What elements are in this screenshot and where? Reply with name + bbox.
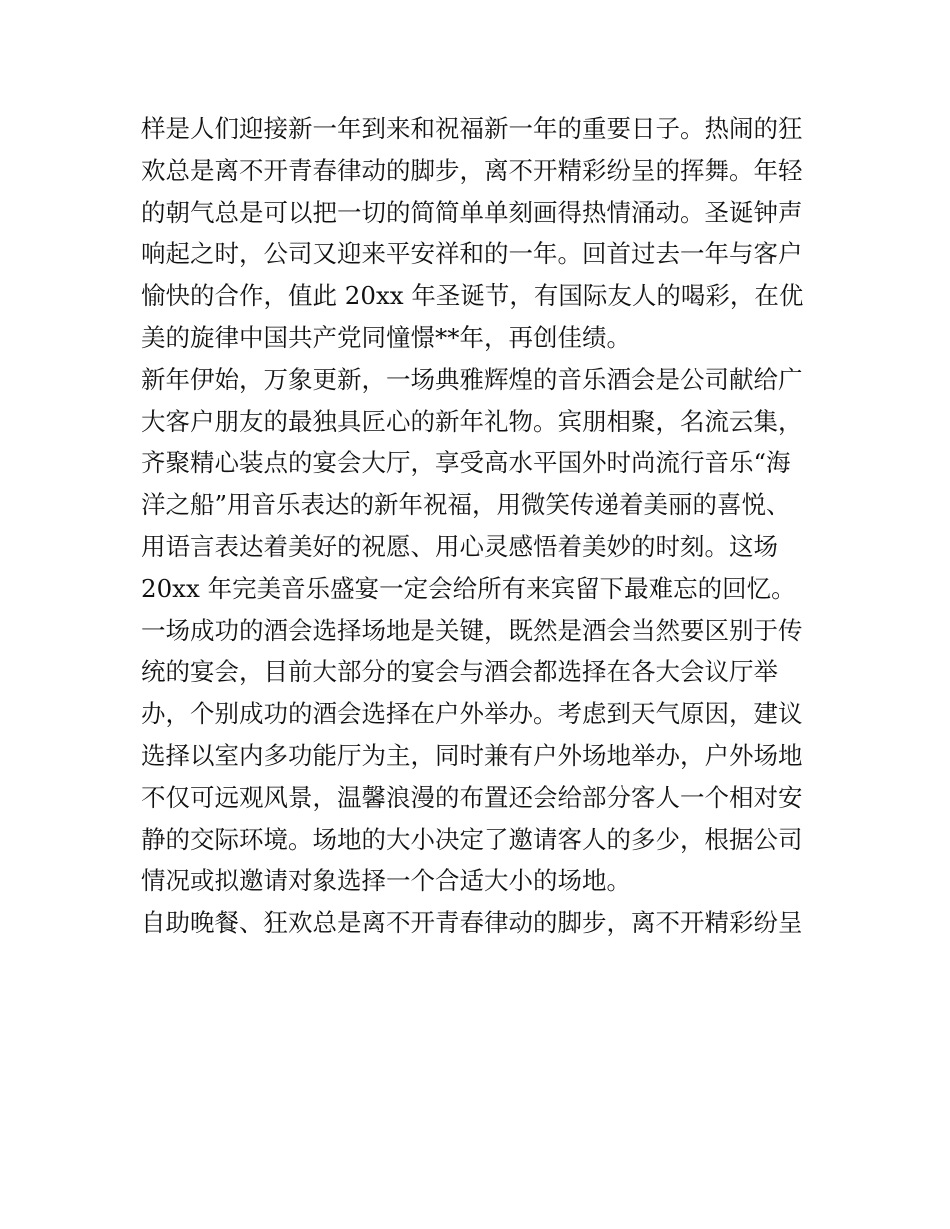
text-line-12: 20xx 年完美音乐盛宴一定会给所有来宾留下最难忘的回忆。 (141, 573, 796, 603)
text-line-10: 洋之船”用音乐表达的新年祝福，用微笑传递着美丽的喜悦、 (141, 490, 791, 520)
text-line-6: 美的旋律中国共产党同憧憬**年，再创佳绩。 (141, 322, 631, 352)
text-line-5: 愉快的合作，值此 20xx 年圣诞节，有国际友人的喝彩，在优 (141, 281, 804, 311)
document-body (141, 108, 813, 944)
text-line-18: 静的交际环境。场地的大小决定了邀请客人的多少，根据公司 (141, 824, 803, 854)
text-line-9: 齐聚精心装点的宴会大厅，享受高水平国外时尚流行音乐“海 (141, 448, 791, 478)
text-line-16: 选择以室内多功能厅为主，同时兼有户外场地举办，户外场地 (141, 740, 803, 770)
text-line-1: 样是人们迎接新一年到来和祝福新一年的重要日子。热闹的狂 (141, 114, 803, 143)
text-line-13: 一场成功的酒会选择场地是关键，既然是酒会当然要区别于传 (141, 615, 803, 645)
text-line-3: 的朝气总是可以把一切的简简单单刻画得热情涌动。圣诞钟声 (141, 197, 803, 227)
text-line-11: 用语言表达着美好的祝愿、用心灵感悟着美妙的时刻。这场 (141, 531, 778, 561)
text-line-14: 统的宴会，目前大部分的宴会与酒会都选择在各大会议厅举 (141, 657, 778, 687)
text-line-20: 自助晚餐、狂欢总是离不开青春律动的脚步，离不开精彩纷呈 (141, 908, 803, 938)
text-line-4: 响起之时，公司又迎来平安祥和的一年。回首过去一年与客户 (141, 239, 803, 269)
text-line-7: 新年伊始，万象更新，一场典雅辉煌的音乐酒会是公司献给广 (141, 364, 803, 394)
text-line-19: 情况或拟邀请对象选择一个合适大小的场地。 (141, 866, 631, 896)
text-line-15: 办，个别成功的酒会选择在户外举办。考虑到天气原因，建议 (141, 699, 803, 729)
text-line-2: 欢总是离不开青春律动的脚步，离不开精彩纷呈的挥舞。年轻 (141, 155, 803, 185)
text-line-8: 大客户朋友的最独具匠心的新年礼物。宾朋相聚，名流云集， (141, 406, 803, 436)
text-line-17: 不仅可远观风景，温馨浪漫的布置还会给部分客人一个相对安 (141, 782, 803, 812)
